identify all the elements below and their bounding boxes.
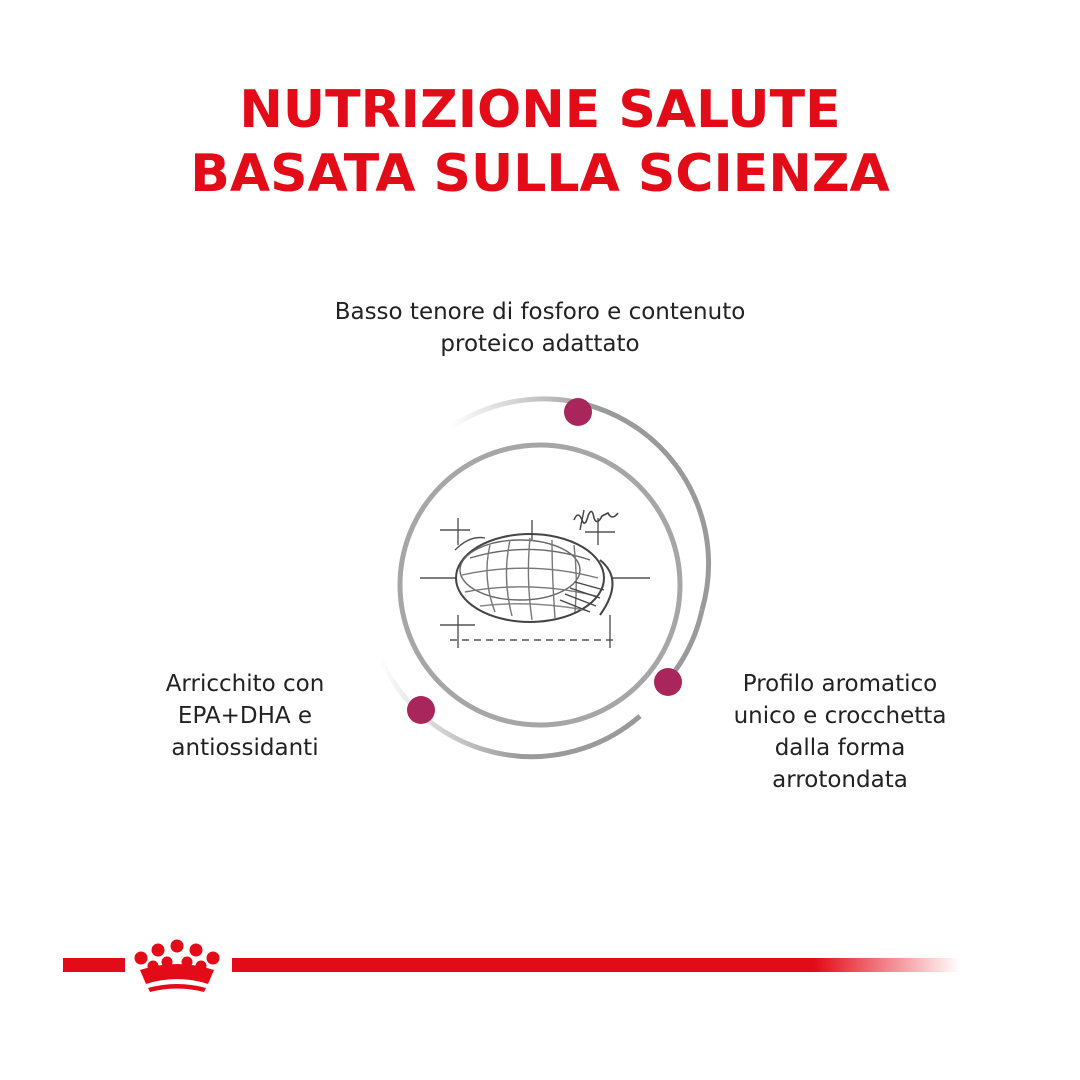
- feature-right-line-1: Profilo aromatico: [742, 671, 938, 697]
- accent-dot-top: [564, 398, 592, 426]
- royal-crown-logo-icon: [135, 940, 220, 993]
- kibble-diagram: [350, 380, 730, 770]
- brand-bar-left: [63, 958, 125, 972]
- feature-right: [700, 668, 980, 796]
- page-title: [0, 78, 1080, 206]
- feature-right-line-2: unico e crocchetta: [733, 703, 947, 729]
- inner-ring: [400, 445, 680, 725]
- title-line-2: BASATA SULLA SCIENZA: [190, 144, 890, 204]
- feature-top-line-2: proteico adattato: [440, 331, 640, 357]
- feature-top: [290, 296, 790, 360]
- accent-dot-left: [407, 696, 435, 724]
- feature-left-line-1: Arricchito con: [165, 671, 325, 697]
- feature-left-line-3: antiossidanti: [171, 735, 319, 761]
- feature-right-line-4: arrotondata: [772, 767, 908, 793]
- brand-bar-right: [232, 958, 960, 972]
- feature-top-line-1: Basso tenore di fosforo e contenuto: [334, 299, 746, 325]
- feature-right-line-3: dalla forma: [774, 735, 906, 761]
- outer-arc-top: [450, 399, 709, 610]
- brand-footer-bar: [0, 925, 1080, 1005]
- title-line-1: NUTRIZIONE SALUTE: [239, 80, 841, 140]
- feature-left: [120, 668, 370, 764]
- accent-dot-right: [654, 668, 682, 696]
- feature-left-line-2: EPA+DHA e: [177, 703, 313, 729]
- kibble-sketch-icon: [420, 510, 650, 648]
